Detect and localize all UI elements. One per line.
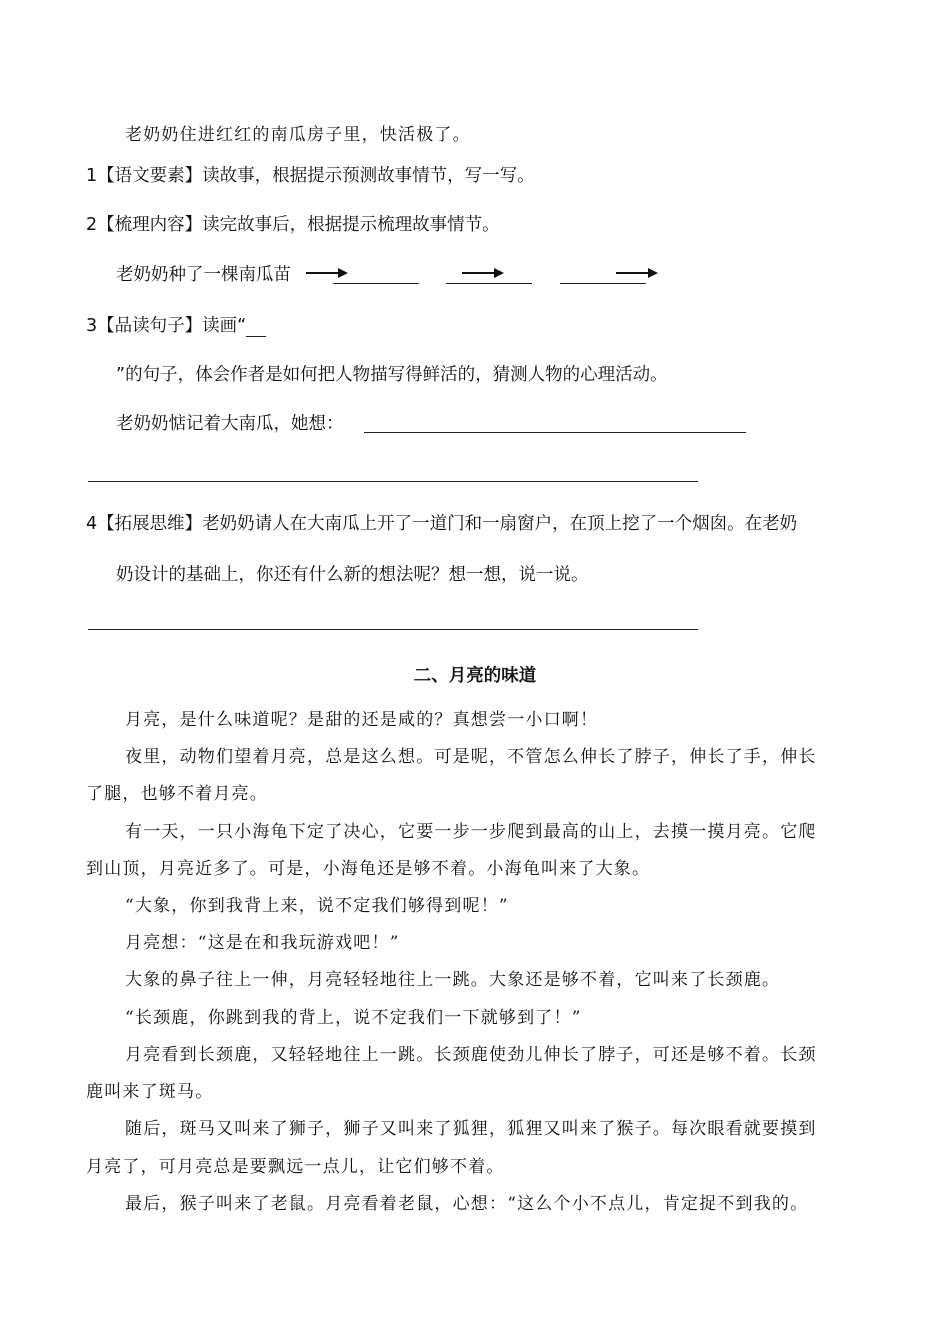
story2-line: 月亮了，可月亮总是要飘远一点儿，让它们够不着。 — [86, 1157, 505, 1177]
plot-blank-2[interactable] — [446, 283, 532, 284]
story2-line: 鹿叫来了斑马。 — [86, 1082, 214, 1102]
story2-title: 二、月亮的味道 — [413, 666, 537, 686]
question-1: 1【语文要素】读故事，根据提示预测故事情节，写一写。 — [86, 166, 535, 186]
quote-blank[interactable] — [246, 318, 266, 337]
plot-blank-3[interactable] — [560, 283, 646, 284]
arrow-icon — [616, 272, 656, 274]
story2-line: 夜里，动物们望着月亮，总是这么想。可是呢，不管怎么伸长了脖子，伸长了手，伸长 — [125, 747, 817, 767]
arrow-icon — [462, 272, 502, 274]
question-4-line-1: 4【拓展思维】老奶奶请人在大南瓜上开了一道门和一扇窗户，在顶上挖了一个烟囱。在老奶 — [86, 514, 798, 534]
question-4-line-2: 奶设计的基础上，你还有什么新的想法呢？想一想，说一说。 — [116, 565, 589, 585]
story2-line: 最后，猴子叫来了老鼠。月亮看着老鼠，心想：“这么个小不点儿，肯定捉不到我的。 — [125, 1194, 809, 1214]
story2-line: “大象，你到我背上来，说不定我们够得到呢！” — [125, 896, 509, 916]
answer-line-4[interactable] — [88, 629, 698, 630]
story1-ending: 老奶奶住进红红的南瓜房子里，快活极了。 — [125, 125, 471, 145]
story2-line: 到山顶，月亮近多了。可是，小海龟还是够不着。小海龟叫来了大象。 — [86, 859, 651, 879]
answer-line-3b[interactable] — [88, 481, 698, 482]
story2-line: 大象的鼻子往上一伸，月亮轻轻地往上一跳。大象还是够不着，它叫来了长颈鹿。 — [125, 970, 781, 990]
plot-blank-1[interactable] — [333, 283, 419, 284]
question-3-head-text: 3【品读句子】读画“ — [86, 316, 247, 336]
question-3-prompt: 老奶奶惦记着大南瓜，她想： — [116, 414, 344, 434]
story2-line: 月亮看到长颈鹿，又轻轻地往上一跳。长颈鹿使劲儿伸长了脖子，可还是够不着。长颈 — [125, 1045, 817, 1065]
story2-line: 了腿，也够不着月亮。 — [86, 784, 268, 804]
story2-line: 月亮想：“这是在和我玩游戏吧！” — [125, 933, 400, 953]
question-3-head — [86, 315, 266, 337]
answer-line-3a[interactable] — [364, 432, 746, 433]
story2-line: “长颈鹿，你跳到我的背上，说不定我们一下就够到了！” — [125, 1008, 582, 1028]
plot-start-text: 老奶奶种了一棵南瓜苗 — [116, 265, 291, 285]
question-3-body: ”的句子，体会作者是如何把人物描写得鲜活的，猜测人物的心理活动。 — [116, 365, 668, 385]
story2-line: 随后，斑马又叫来了狮子，狮子又叫来了狐狸，狐狸又叫来了猴子。每次眼看就要摸到 — [125, 1119, 817, 1139]
question-2: 2【梳理内容】读完故事后，根据提示梳理故事情节。 — [86, 215, 500, 235]
story2-line: 有一天，一只小海龟下定了决心，它要一步一步爬到最高的山上，去摸一摸月亮。它爬 — [125, 822, 817, 842]
story2-line: 月亮，是什么味道呢？是甜的还是咸的？真想尝一小口啊！ — [125, 710, 599, 730]
arrow-icon — [306, 272, 346, 274]
